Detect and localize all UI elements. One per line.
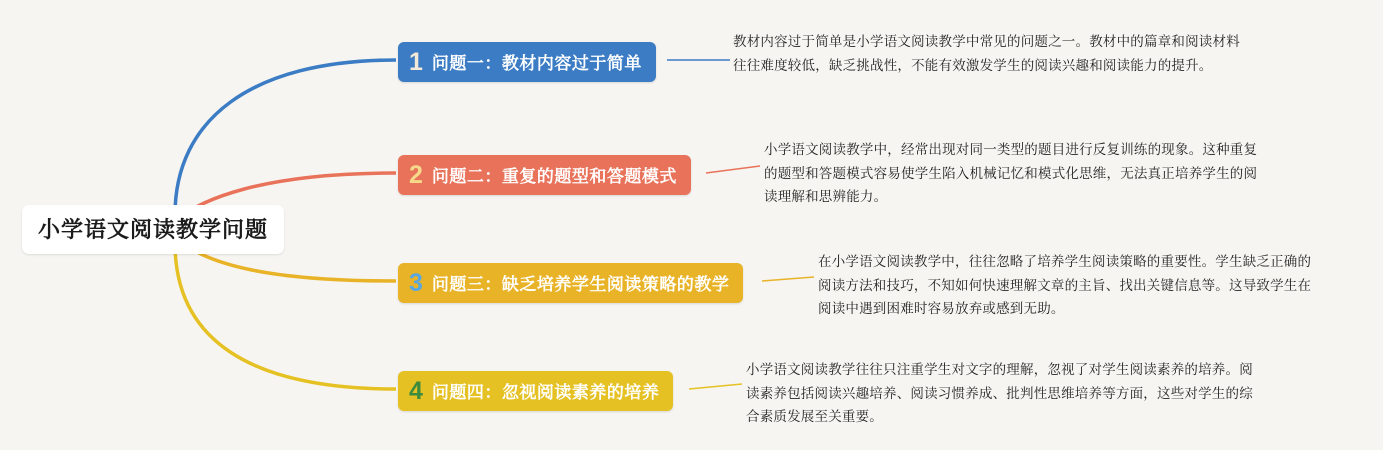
branch-node-2[interactable] [398, 155, 691, 195]
branch-description-2: 小学语文阅读教学中，经常出现对同一类型的题目进行反复训练的现象。这种重复的题型和答题模式容易使学生陷入机械记忆和模式化思维，无法真正培养学生的阅读理解和思辨能力。 [764, 142, 1258, 205]
branch-node-3[interactable] [398, 263, 743, 303]
branch-number-4: 4 [409, 377, 423, 405]
branch-number-2: 2 [409, 161, 423, 189]
connector-desc-3 [762, 277, 814, 281]
branch-description-4: 小学语文阅读教学往往只注重学生对文字的理解，忽视了对学生阅读素养的培养。阅读素养包括阅读兴趣培养、阅读习惯养成、批判性思维培养等方面，这些对学生的综合素质发展至关重要。 [746, 362, 1253, 425]
branch-label-1: 问题一：教材内容过于简单 [431, 54, 642, 73]
branch-node-1[interactable] [398, 42, 656, 82]
root-node[interactable] [22, 205, 284, 254]
branch-description-3: 在小学语文阅读教学中，往往忽略了培养学生阅读策略的重要性。学生缺乏正确的阅读方法和技巧，不知如何快速理解文章的主旨、找出关键信息等。这导致学生在阅读中遇到困难时容易放弃或感到无助。 [818, 254, 1312, 317]
branch-node-4[interactable] [398, 371, 673, 411]
branch-label-4: 问题四：忽视阅读素养的培养 [431, 383, 660, 402]
root-node-label: 小学语文阅读教学问题 [38, 217, 269, 242]
branch-label-2: 问题二：重复的题型和答题模式 [431, 167, 677, 186]
connector-desc-2 [706, 166, 760, 173]
connector-branch-4 [175, 243, 396, 389]
branch-number-3: 3 [409, 269, 423, 297]
branch-number-1: 1 [409, 48, 423, 76]
branch-description-1: 教材内容过于简单是小学语文阅读教学中常见的问题之一。教材中的篇章和阅读材料往往难度较低，缺乏挑战性，不能有效激发学生的阅读兴趣和阅读能力的提升。 [733, 34, 1240, 73]
branch-label-3: 问题三：缺乏培养学生阅读策略的教学 [431, 275, 730, 294]
connector-branch-1 [175, 60, 396, 215]
connector-desc-4 [689, 384, 742, 389]
